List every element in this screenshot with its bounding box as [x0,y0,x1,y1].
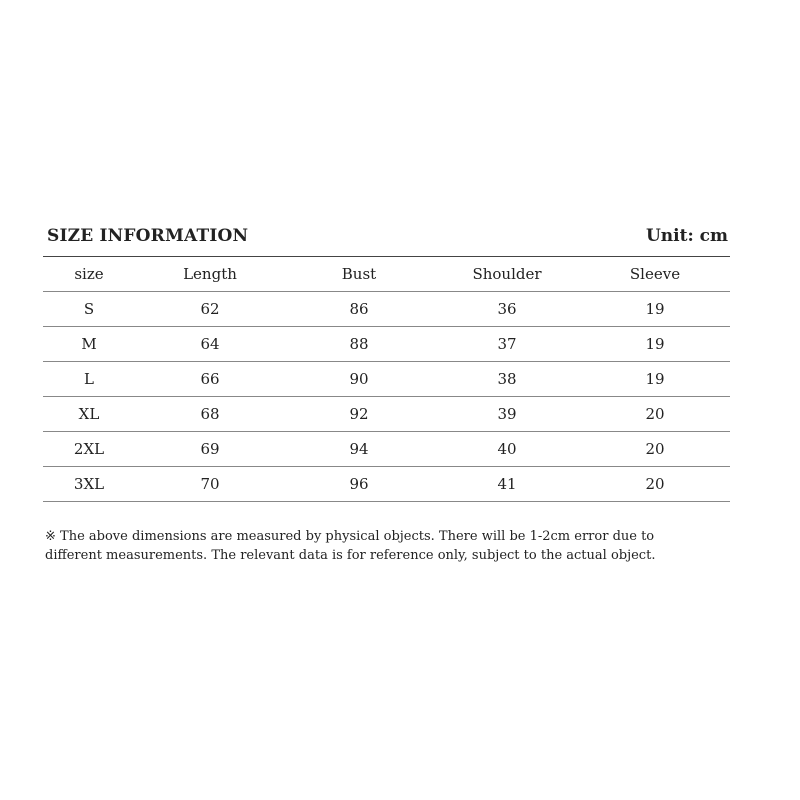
table-header-row [43,257,730,292]
column-header-size: size [74,265,104,283]
shoulder-cell: 36 [497,300,517,318]
page-title: SIZE INFORMATION [47,226,249,246]
disclaimer-line-2: different measurements. The relevant data is for reference only, subject to the actual object. [45,548,656,563]
unit-label: Unit: cm [645,226,728,246]
bust-cell: 96 [349,475,369,493]
table-row [43,327,730,362]
size-table [43,256,730,502]
sleeve-cell: 19 [645,300,665,318]
length-cell: 62 [200,300,220,318]
column-header-bust: Bust [341,265,377,283]
length-cell: 70 [200,475,220,493]
table-row [43,397,730,432]
size-cell: M [81,335,97,353]
size-cell: 2XL [73,440,105,458]
disclaimer-line-1: ※ The above dimensions are measured by physical objects. There will be 1-2cm error due to [45,529,655,544]
column-header-shoulder: Shoulder [472,265,542,283]
shoulder-cell: 38 [497,370,517,388]
bust-cell: 88 [349,335,369,353]
bust-cell: 94 [349,440,369,458]
size-cell: XL [78,405,100,423]
sleeve-cell: 20 [645,440,665,458]
sleeve-cell: 20 [645,475,665,493]
bust-cell: 86 [349,300,369,318]
table-row [43,467,730,502]
sleeve-cell: 20 [645,405,665,423]
table-row [43,292,730,327]
column-header-sleeve: Sleeve [629,265,681,283]
shoulder-cell: 37 [497,335,517,353]
size-cell: 3XL [73,475,105,493]
size-info-header [47,226,728,252]
shoulder-cell: 40 [497,440,517,458]
table-row [43,362,730,397]
bust-cell: 90 [349,370,369,388]
length-cell: 68 [200,405,220,423]
sleeve-cell: 19 [645,370,665,388]
sleeve-cell: 19 [645,335,665,353]
bust-cell: 92 [349,405,369,423]
column-header-length: Length [183,265,237,283]
length-cell: 64 [200,335,220,353]
table-row [43,432,730,467]
shoulder-cell: 39 [497,405,517,423]
shoulder-cell: 41 [497,475,517,493]
size-cell: L [84,370,94,388]
length-cell: 69 [200,440,220,458]
size-cell: S [83,300,95,318]
measurement-disclaimer [45,527,745,565]
length-cell: 66 [200,370,220,388]
